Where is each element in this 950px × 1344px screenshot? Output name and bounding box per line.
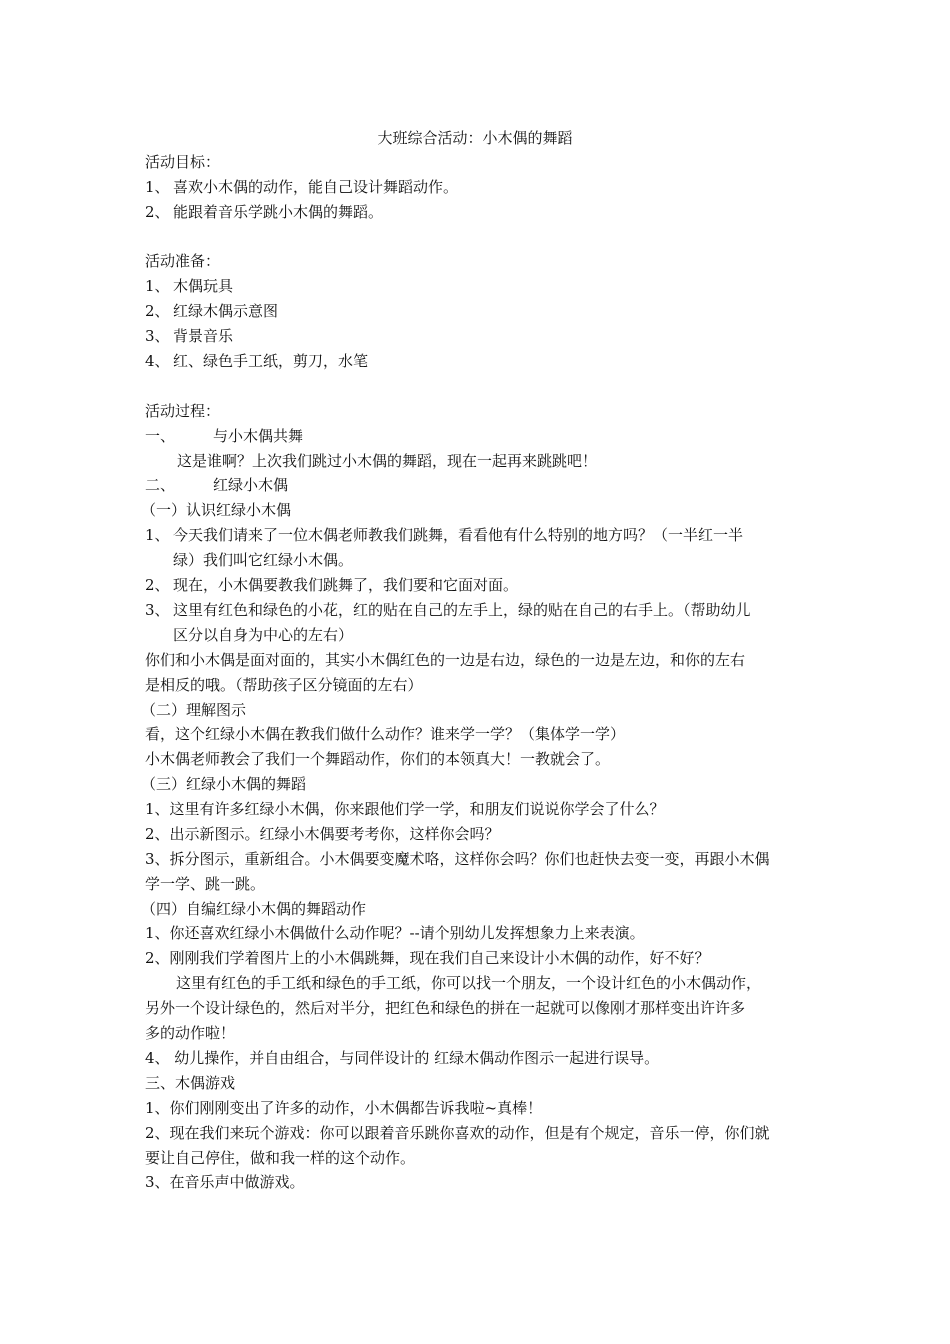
item-number: 4、 <box>145 352 170 370</box>
paragraph: 这里有红色的手工纸和绿色的手工纸，你可以找一个朋友，一个设计红色的小木偶动作， <box>176 974 762 992</box>
list-item-continuation: 区分以自身为中心的左右） <box>173 626 354 644</box>
section-one-heading <box>145 426 303 446</box>
paragraph: 小木偶老师教会了我们一个舞蹈动作，你们的本领真大！一教就会了。 <box>145 750 611 768</box>
prep-item <box>145 326 233 346</box>
section-title: 红绿小木偶 <box>213 476 289 494</box>
subsection-heading: （二）理解图示 <box>141 701 247 719</box>
goals-heading: 活动目标： <box>145 153 221 171</box>
paragraph: 这是谁啊？上次我们跳过小木偶的舞蹈，现在一起再来跳跳吧！ <box>177 452 598 470</box>
goal-item <box>145 202 383 222</box>
item-number: 1、 <box>145 526 170 544</box>
list-item: 2、出示新图示。红绿小木偶要考考你，这样你会吗？ <box>145 825 500 843</box>
section-three-heading: 三、木偶游戏 <box>145 1074 236 1092</box>
list-item-continuation: 学一学、跳一跳。 <box>145 875 266 893</box>
list-item: 1、你还喜欢红绿小木偶做什么动作呢？--请个别幼儿发挥想象力上来表演。 <box>145 924 645 942</box>
list-item: 1、你们刚刚变出了许多的动作，小木偶都告诉我啦~真棒！ <box>145 1099 543 1117</box>
item-number: 2、 <box>145 203 170 221</box>
item-number: 2、 <box>145 302 170 320</box>
prep-item <box>145 276 233 296</box>
list-item: 2、刚刚我们学着图片上的小木偶跳舞，现在我们自己来设计小木偶的动作，好不好？ <box>145 949 710 967</box>
list-item <box>145 575 518 595</box>
item-number: 1、 <box>145 178 170 196</box>
list-item: 3、在音乐声中做游戏。 <box>145 1173 305 1191</box>
prep-heading: 活动准备： <box>145 252 221 270</box>
paragraph: 看，这个红绿小木偶在教我们做什么动作？谁来学一学？（集体学一学） <box>145 725 626 743</box>
process-heading: 活动过程： <box>145 402 221 420</box>
goal-item <box>145 177 458 197</box>
item-text: 红绿木偶示意图 <box>173 302 279 320</box>
list-item: 3、拆分图示，重新组合。小木偶要变魔术咯，这样你会吗？你们也赶快去变一变，再跟小木偶 <box>145 850 770 868</box>
list-item <box>145 600 751 620</box>
section-number: 一、 <box>145 427 176 445</box>
item-number: 3、 <box>145 327 170 345</box>
document-title: 大班综合活动：小木偶的舞蹈 <box>377 129 573 147</box>
list-item: 4、 幼儿操作，并自由组合，与同伴设计的 红绿木偶动作图示一起进行误导。 <box>145 1049 660 1067</box>
item-text: 木偶玩具 <box>173 277 234 295</box>
item-text: 这里有红色和绿色的小花，红的贴在自己的左手上，绿的贴在自己的右手上。（帮助幼儿 <box>173 601 751 619</box>
paragraph-continuation: 另外一个设计绿色的，然后对半分，把红色和绿色的拼在一起就可以像刚才那样变出许许多 <box>145 999 746 1017</box>
subsection-heading: （一）认识红绿小木偶 <box>141 501 292 519</box>
list-item: 2、现在我们来玩个游戏：你可以跟着音乐跳你喜欢的动作，但是有个规定，音乐一停，你们就 <box>145 1124 770 1142</box>
paragraph: 你们和小木偶是面对面的，其实小木偶红色的一边是右边，绿色的一边是左边，和你的左右 <box>145 651 746 669</box>
paragraph-continuation: 多的动作啦！ <box>145 1024 236 1042</box>
subsection-heading: （四）自编红绿小木偶的舞蹈动作 <box>141 900 367 918</box>
item-number: 1、 <box>145 277 170 295</box>
list-item-continuation: 绿）我们叫它红绿小木偶。 <box>173 551 354 569</box>
subsection-heading: （三）红绿小木偶的舞蹈 <box>141 775 307 793</box>
list-item: 1、这里有许多红绿小木偶，你来跟他们学一学，和朋友们说说你学会了什么？ <box>145 800 665 818</box>
item-text: 喜欢小木偶的动作，能自己设计舞蹈动作。 <box>173 178 459 196</box>
item-text: 今天我们请来了一位木偶老师教我们跳舞，看看他有什么特别的地方吗？（一半红一半 <box>173 526 744 544</box>
section-number: 二、 <box>145 476 176 494</box>
item-text: 背景音乐 <box>173 327 234 345</box>
item-text: 红、绿色手工纸，剪刀，水笔 <box>173 352 369 370</box>
prep-item <box>145 351 368 371</box>
section-title: 与小木偶共舞 <box>213 427 304 445</box>
paragraph-continuation: 是相反的哦。（帮助孩子区分镜面的左右） <box>145 676 423 694</box>
item-text: 能跟着音乐学跳小木偶的舞蹈。 <box>173 203 384 221</box>
prep-item <box>145 301 278 321</box>
item-number: 2、 <box>145 576 170 594</box>
item-number: 3、 <box>145 601 170 619</box>
section-two-heading <box>145 475 288 495</box>
item-text: 现在，小木偶要教我们跳舞了，我们要和它面对面。 <box>173 576 519 594</box>
list-item <box>145 525 743 545</box>
list-item-continuation: 要让自己停住，做和我一样的这个动作。 <box>145 1149 416 1167</box>
